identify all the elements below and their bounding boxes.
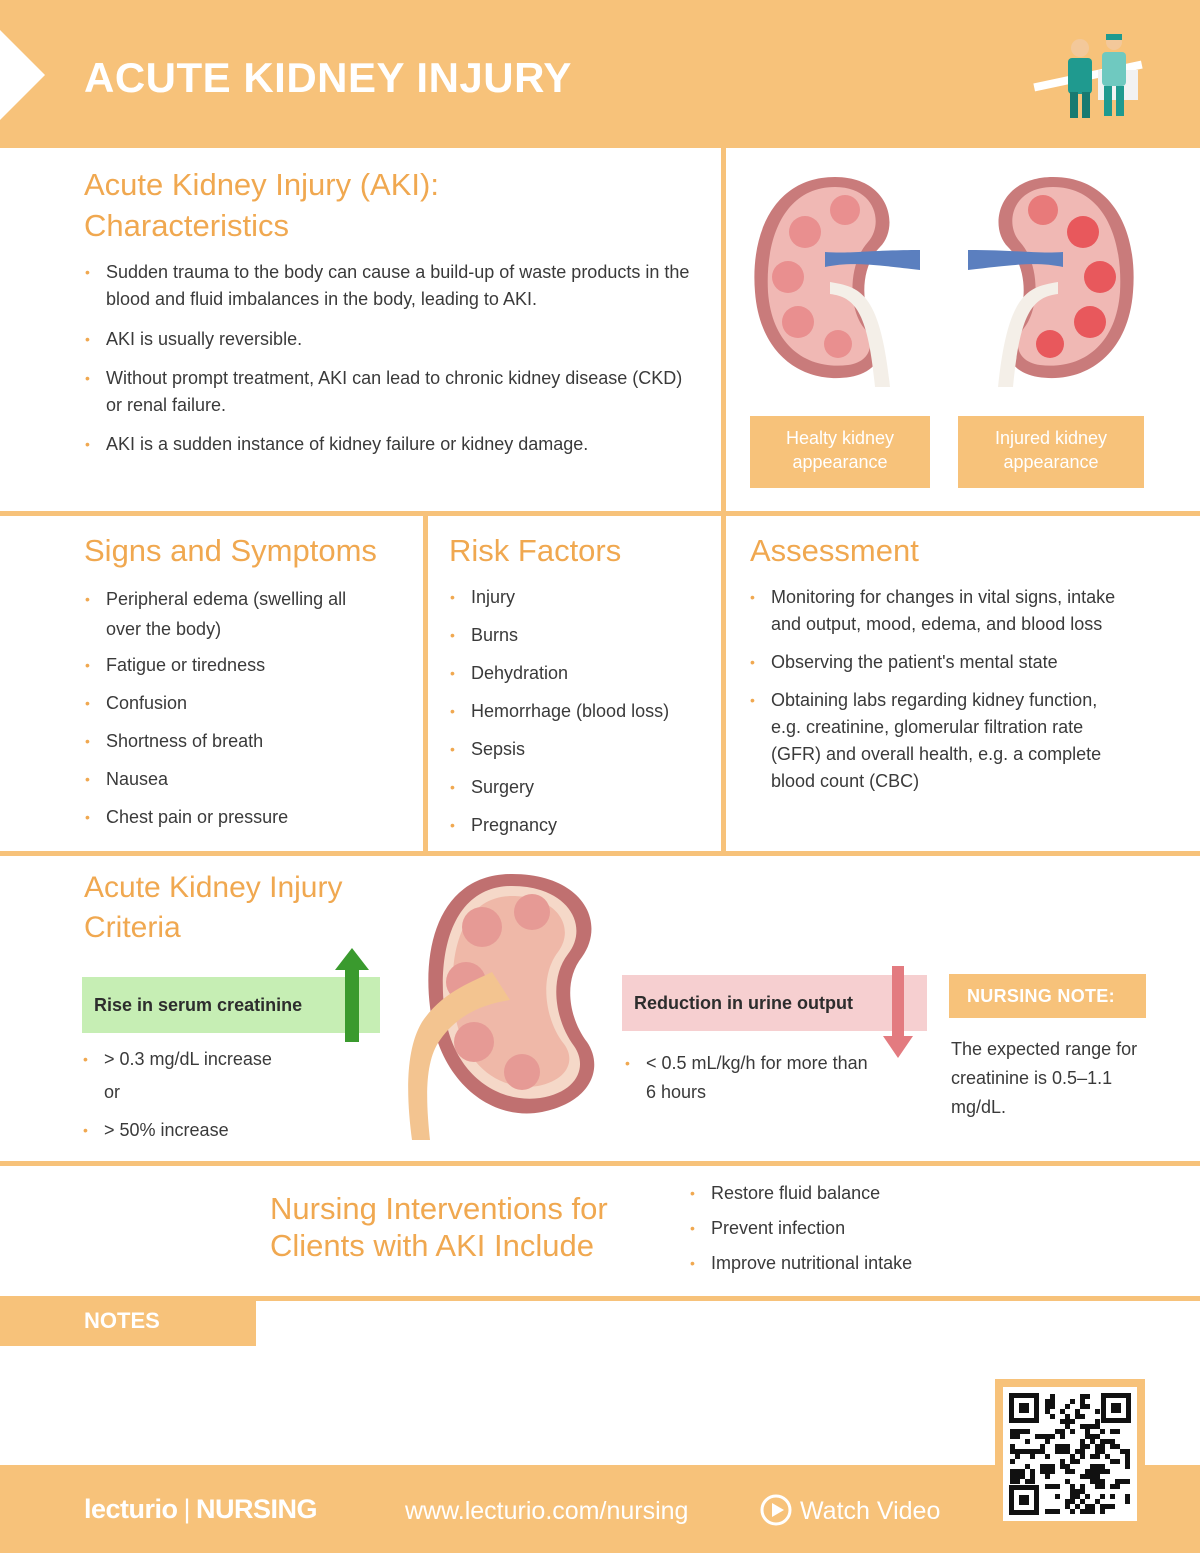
play-icon xyxy=(760,1494,792,1526)
qr-module xyxy=(1060,1444,1065,1449)
qr-module xyxy=(1070,1454,1075,1459)
divider-vertical xyxy=(423,511,428,856)
list-item: • Dehydration xyxy=(449,660,719,687)
injured-kidney-illustration xyxy=(968,172,1138,387)
qr-module xyxy=(1075,1504,1080,1509)
list-item: • Burns xyxy=(449,622,719,649)
qr-module xyxy=(1095,1409,1100,1414)
qr-module xyxy=(1040,1434,1045,1439)
qr-module xyxy=(1060,1449,1065,1454)
qr-module xyxy=(1125,1449,1130,1454)
qr-module xyxy=(1090,1434,1095,1439)
qr-module xyxy=(1080,1484,1085,1489)
qr-module xyxy=(1015,1434,1020,1439)
qr-module xyxy=(1025,1479,1030,1484)
qr-module xyxy=(1100,1439,1105,1444)
qr-module xyxy=(1040,1464,1045,1469)
list-item: • Pregnancy xyxy=(449,812,719,839)
list-item: • Without prompt treatment, AKI can lead to chronic kidney disease (CKD) or renal failure. xyxy=(84,365,694,419)
qr-module xyxy=(1075,1414,1080,1419)
qr-module xyxy=(1035,1449,1040,1454)
qr-module xyxy=(1060,1459,1065,1464)
qr-module xyxy=(1065,1449,1070,1454)
qr-module xyxy=(1095,1424,1100,1429)
qr-module xyxy=(1125,1494,1130,1499)
qr-module xyxy=(1060,1419,1065,1424)
qr-module xyxy=(1025,1429,1030,1434)
qr-module xyxy=(1095,1479,1100,1484)
qr-module xyxy=(1070,1509,1075,1514)
list-item: • Surgery xyxy=(449,774,719,801)
qr-module xyxy=(1045,1409,1050,1414)
qr-module xyxy=(1045,1484,1050,1489)
qr-module xyxy=(1100,1484,1105,1489)
qr-module xyxy=(1065,1419,1070,1424)
risk-list xyxy=(449,584,719,839)
qr-module xyxy=(1045,1439,1050,1444)
list-item: • Observing the patient's mental state xyxy=(749,649,1129,676)
qr-module xyxy=(1040,1444,1045,1449)
qr-module xyxy=(1045,1464,1050,1469)
qr-module xyxy=(1095,1419,1100,1424)
arrow-down-icon xyxy=(883,966,913,1058)
nursing-note-text: The expected range for creatinine is 0.5–1.1 mg/dL. xyxy=(951,1039,1138,1117)
qr-module xyxy=(1120,1449,1125,1454)
qr-module xyxy=(1115,1444,1120,1449)
qr-module xyxy=(1010,1434,1015,1439)
qr-module xyxy=(1100,1464,1105,1469)
qr-module xyxy=(1015,1479,1020,1484)
interventions-list xyxy=(689,1180,1009,1277)
qr-module xyxy=(1060,1434,1065,1439)
qr-module xyxy=(1100,1469,1105,1474)
qr-module xyxy=(1085,1429,1090,1434)
notes-label: NOTES xyxy=(0,1296,256,1346)
qr-module xyxy=(1050,1484,1055,1489)
kidney-illustration xyxy=(392,872,604,1140)
qr-module xyxy=(1060,1409,1065,1414)
qr-module xyxy=(1110,1459,1115,1464)
qr-module xyxy=(1080,1499,1085,1504)
qr-module xyxy=(1105,1504,1110,1509)
injured-kidney-label: Injured kidney appearance xyxy=(958,416,1144,488)
qr-module xyxy=(1050,1469,1055,1474)
qr-module xyxy=(1055,1509,1060,1514)
qr-module xyxy=(1020,1449,1025,1454)
qr-module xyxy=(1090,1424,1095,1429)
qr-module xyxy=(1050,1414,1055,1419)
qr-module xyxy=(1070,1484,1075,1489)
qr-module xyxy=(1010,1459,1015,1464)
qr-module xyxy=(1065,1464,1070,1469)
qr-module xyxy=(1090,1454,1095,1459)
qr-module xyxy=(1100,1479,1105,1484)
list-item: • Nausea xyxy=(84,766,404,793)
divider-horizontal xyxy=(0,511,1200,516)
list-item: • AKI is usually reversible. xyxy=(84,326,694,353)
list-item: • Peripheral edema (swelling all over the body) xyxy=(84,584,374,644)
qr-module xyxy=(1065,1404,1070,1409)
qr-module xyxy=(1050,1404,1055,1409)
lecturio-logo[interactable]: lecturio | NURSING xyxy=(84,1494,318,1524)
qr-module xyxy=(1065,1424,1070,1429)
qr-module xyxy=(1110,1484,1115,1489)
qr-module xyxy=(1080,1399,1085,1404)
qr-module xyxy=(1020,1469,1025,1474)
rise-list xyxy=(82,1046,362,1072)
list-item: • Restore fluid balance xyxy=(689,1180,1009,1207)
qr-module xyxy=(1090,1469,1095,1474)
qr-module xyxy=(1050,1394,1055,1399)
qr-module xyxy=(1085,1504,1090,1509)
qr-module xyxy=(1070,1469,1075,1474)
qr-module xyxy=(1065,1414,1070,1419)
qr-module xyxy=(1085,1404,1090,1409)
qr-module xyxy=(1045,1434,1050,1439)
qr-module xyxy=(1080,1404,1085,1409)
qr-module xyxy=(1015,1429,1020,1434)
qr-module xyxy=(1085,1469,1090,1474)
qr-module xyxy=(1095,1484,1100,1489)
qr-module xyxy=(1025,1449,1030,1454)
qr-module xyxy=(1110,1429,1115,1434)
qr-module xyxy=(1095,1474,1100,1479)
qr-module xyxy=(1110,1494,1115,1499)
qr-module xyxy=(1085,1424,1090,1429)
qr-module xyxy=(1065,1469,1070,1474)
qr-module xyxy=(1030,1474,1035,1479)
qr-module xyxy=(1010,1429,1015,1434)
qr-module xyxy=(1100,1429,1105,1434)
qr-module xyxy=(1075,1489,1080,1494)
qr-module xyxy=(1085,1444,1090,1449)
healthy-kidney-label: Healty kidney appearance xyxy=(750,416,930,488)
qr-module xyxy=(1045,1509,1050,1514)
qr-module xyxy=(1070,1489,1075,1494)
qr-module xyxy=(1035,1434,1040,1439)
reduction-list xyxy=(624,1049,874,1107)
qr-module xyxy=(1125,1454,1130,1459)
rise-creatinine-label: Rise in serum creatinine xyxy=(82,977,380,1033)
qr-module xyxy=(1045,1474,1050,1479)
qr-module xyxy=(1055,1484,1060,1489)
list-item: • AKI is a sudden instance of kidney failure or kidney damage. xyxy=(84,431,694,458)
qr-code-icon xyxy=(1009,1393,1131,1515)
watch-video-link[interactable]: Watch Video xyxy=(760,1494,940,1526)
assessment-list xyxy=(749,584,1129,795)
page-title: ACUTE KIDNEY INJURY xyxy=(84,54,572,101)
divider-vertical xyxy=(721,148,726,856)
list-item: • < 0.5 mL/kg/h for more than 6 hours xyxy=(624,1049,874,1107)
or-text: or xyxy=(104,1082,121,1102)
qr-module xyxy=(1125,1459,1130,1464)
qr-module xyxy=(1020,1474,1025,1479)
interventions-title: Nursing Interventions for Clients with AKI Include xyxy=(270,1191,608,1263)
qr-module xyxy=(1030,1454,1035,1459)
qr-module xyxy=(1080,1454,1085,1459)
qr-module xyxy=(1090,1504,1095,1509)
qr-module xyxy=(1105,1454,1110,1459)
qr-module xyxy=(1095,1434,1100,1439)
qr-module xyxy=(1030,1449,1035,1454)
list-item: • > 50% increase xyxy=(82,1117,362,1143)
qr-module xyxy=(1015,1454,1020,1459)
qr-module xyxy=(1095,1454,1100,1459)
qr-module xyxy=(1025,1439,1030,1444)
qr-module xyxy=(1065,1504,1070,1509)
nursing-note-title: NURSING NOTE: xyxy=(949,974,1146,1018)
qr-module xyxy=(1105,1439,1110,1444)
qr-module xyxy=(1055,1444,1060,1449)
reduction-urine-label: Reduction in urine output xyxy=(622,975,927,1031)
qr-module xyxy=(1090,1439,1095,1444)
qr-module xyxy=(1075,1459,1080,1464)
qr-code[interactable] xyxy=(995,1379,1145,1529)
qr-module xyxy=(1070,1399,1075,1404)
qr-module xyxy=(1090,1509,1095,1514)
qr-module xyxy=(1085,1509,1090,1514)
qr-module xyxy=(1115,1484,1120,1489)
qr-module xyxy=(1075,1449,1080,1454)
qr-module xyxy=(1085,1474,1090,1479)
qr-module xyxy=(1125,1479,1130,1484)
qr-module xyxy=(1070,1419,1075,1424)
qr-module xyxy=(1100,1504,1105,1509)
qr-module xyxy=(1065,1479,1070,1484)
qr-module xyxy=(1025,1464,1030,1469)
qr-module xyxy=(1045,1469,1050,1474)
qr-module xyxy=(1060,1464,1065,1469)
qr-module xyxy=(1070,1459,1075,1464)
qr-module xyxy=(1080,1449,1085,1454)
qr-module xyxy=(1095,1499,1100,1504)
qr-module xyxy=(1080,1394,1085,1399)
list-item: • Monitoring for changes in vital signs, intake and output, mood, edema, and blood loss xyxy=(749,584,1119,638)
qr-module xyxy=(1120,1479,1125,1484)
qr-module xyxy=(1110,1504,1115,1509)
qr-module xyxy=(1015,1449,1020,1454)
qr-module xyxy=(1055,1494,1060,1499)
qr-module xyxy=(1095,1469,1100,1474)
qr-module xyxy=(1030,1469,1035,1474)
qr-module xyxy=(1115,1479,1120,1484)
qr-module xyxy=(1015,1474,1020,1479)
signs-list xyxy=(84,584,404,831)
signs-title: Signs and Symptoms xyxy=(84,533,377,568)
qr-module xyxy=(1070,1429,1075,1434)
qr-module xyxy=(1080,1439,1085,1444)
doctors-icon xyxy=(1028,30,1148,125)
qr-module xyxy=(1020,1429,1025,1434)
qr-module xyxy=(1115,1459,1120,1464)
qr-module xyxy=(1010,1474,1015,1479)
list-item: • Obtaining labs regarding kidney function, e.g. creatinine, glomerular filtration rate (GFR) and overall health, e.g. a complete blood count (CBC) xyxy=(749,687,1119,795)
list-item: • Prevent infection xyxy=(689,1215,1009,1242)
qr-module xyxy=(1100,1509,1105,1514)
qr-module xyxy=(1095,1449,1100,1454)
qr-module xyxy=(1090,1479,1095,1484)
qr-module xyxy=(1080,1509,1085,1514)
list-item: • Hemorrhage (blood loss) xyxy=(449,698,719,725)
list-item: • Injury xyxy=(449,584,719,611)
list-item: • Sudden trauma to the body can cause a build-up of waste products in the blood and fluid imbalances in the body, leading to AKI. xyxy=(84,259,694,313)
qr-module xyxy=(1105,1469,1110,1474)
website-link[interactable]: www.lecturio.com/nursing xyxy=(405,1497,689,1525)
qr-module xyxy=(1080,1489,1085,1494)
qr-module xyxy=(1115,1429,1120,1434)
qr-module xyxy=(1075,1494,1080,1499)
qr-module xyxy=(1050,1434,1055,1439)
chevron-right-icon xyxy=(0,30,45,120)
qr-module xyxy=(1055,1429,1060,1434)
divider-horizontal xyxy=(0,1161,1200,1166)
qr-module xyxy=(1095,1464,1100,1469)
qr-module xyxy=(1010,1449,1015,1454)
list-item: • Chest pain or pressure xyxy=(84,804,404,831)
qr-module xyxy=(1050,1509,1055,1514)
qr-module xyxy=(1110,1439,1115,1444)
criteria-title: Acute Kidney Injury Criteria xyxy=(84,871,343,944)
qr-module xyxy=(1040,1469,1045,1474)
qr-module xyxy=(1070,1494,1075,1499)
qr-module xyxy=(1100,1444,1105,1449)
qr-module xyxy=(1080,1424,1085,1429)
characteristics-list xyxy=(84,259,694,458)
qr-module xyxy=(1090,1474,1095,1479)
qr-module xyxy=(1085,1494,1090,1499)
qr-module xyxy=(1110,1444,1115,1449)
qr-module xyxy=(1070,1499,1075,1504)
divider-horizontal xyxy=(0,851,1200,856)
characteristics-title: Acute Kidney Injury (AKI): Characteristics xyxy=(84,167,439,243)
notes-divider xyxy=(256,1296,1200,1301)
qr-module xyxy=(1100,1449,1105,1454)
qr-module xyxy=(1085,1394,1090,1399)
qr-module xyxy=(1065,1444,1070,1449)
rise-list-2 xyxy=(82,1117,362,1143)
qr-module xyxy=(1010,1469,1015,1474)
qr-module xyxy=(1075,1409,1080,1414)
arrow-up-icon xyxy=(335,948,369,1042)
list-item: • Confusion xyxy=(84,690,404,717)
qr-module xyxy=(1125,1499,1130,1504)
list-item: • Improve nutritional intake xyxy=(689,1250,1009,1277)
qr-module xyxy=(1125,1464,1130,1469)
qr-module xyxy=(1085,1434,1090,1439)
qr-module xyxy=(1080,1474,1085,1479)
qr-module xyxy=(1040,1449,1045,1454)
qr-module xyxy=(1045,1404,1050,1409)
qr-module xyxy=(1050,1399,1055,1404)
healthy-kidney-illustration xyxy=(750,172,920,387)
qr-module xyxy=(1060,1429,1065,1434)
qr-module xyxy=(1065,1499,1070,1504)
qr-module xyxy=(1100,1494,1105,1499)
qr-module xyxy=(1045,1454,1050,1459)
list-item: • > 0.3 mg/dL increase xyxy=(82,1046,362,1072)
qr-module xyxy=(1080,1444,1085,1449)
list-item: • Fatigue or tiredness xyxy=(84,652,404,679)
qr-module xyxy=(1015,1469,1020,1474)
qr-module xyxy=(1095,1444,1100,1449)
qr-module xyxy=(1010,1479,1015,1484)
list-item: • Sepsis xyxy=(449,736,719,763)
list-item: • Shortness of breath xyxy=(84,728,404,755)
qr-module xyxy=(1080,1414,1085,1419)
assessment-title: Assessment xyxy=(750,533,919,568)
risk-title: Risk Factors xyxy=(449,533,622,568)
qr-module xyxy=(1050,1464,1055,1469)
qr-module xyxy=(1030,1479,1035,1484)
qr-module xyxy=(1045,1399,1050,1404)
qr-module xyxy=(1055,1449,1060,1454)
qr-module xyxy=(1090,1464,1095,1469)
qr-module xyxy=(1010,1444,1015,1449)
